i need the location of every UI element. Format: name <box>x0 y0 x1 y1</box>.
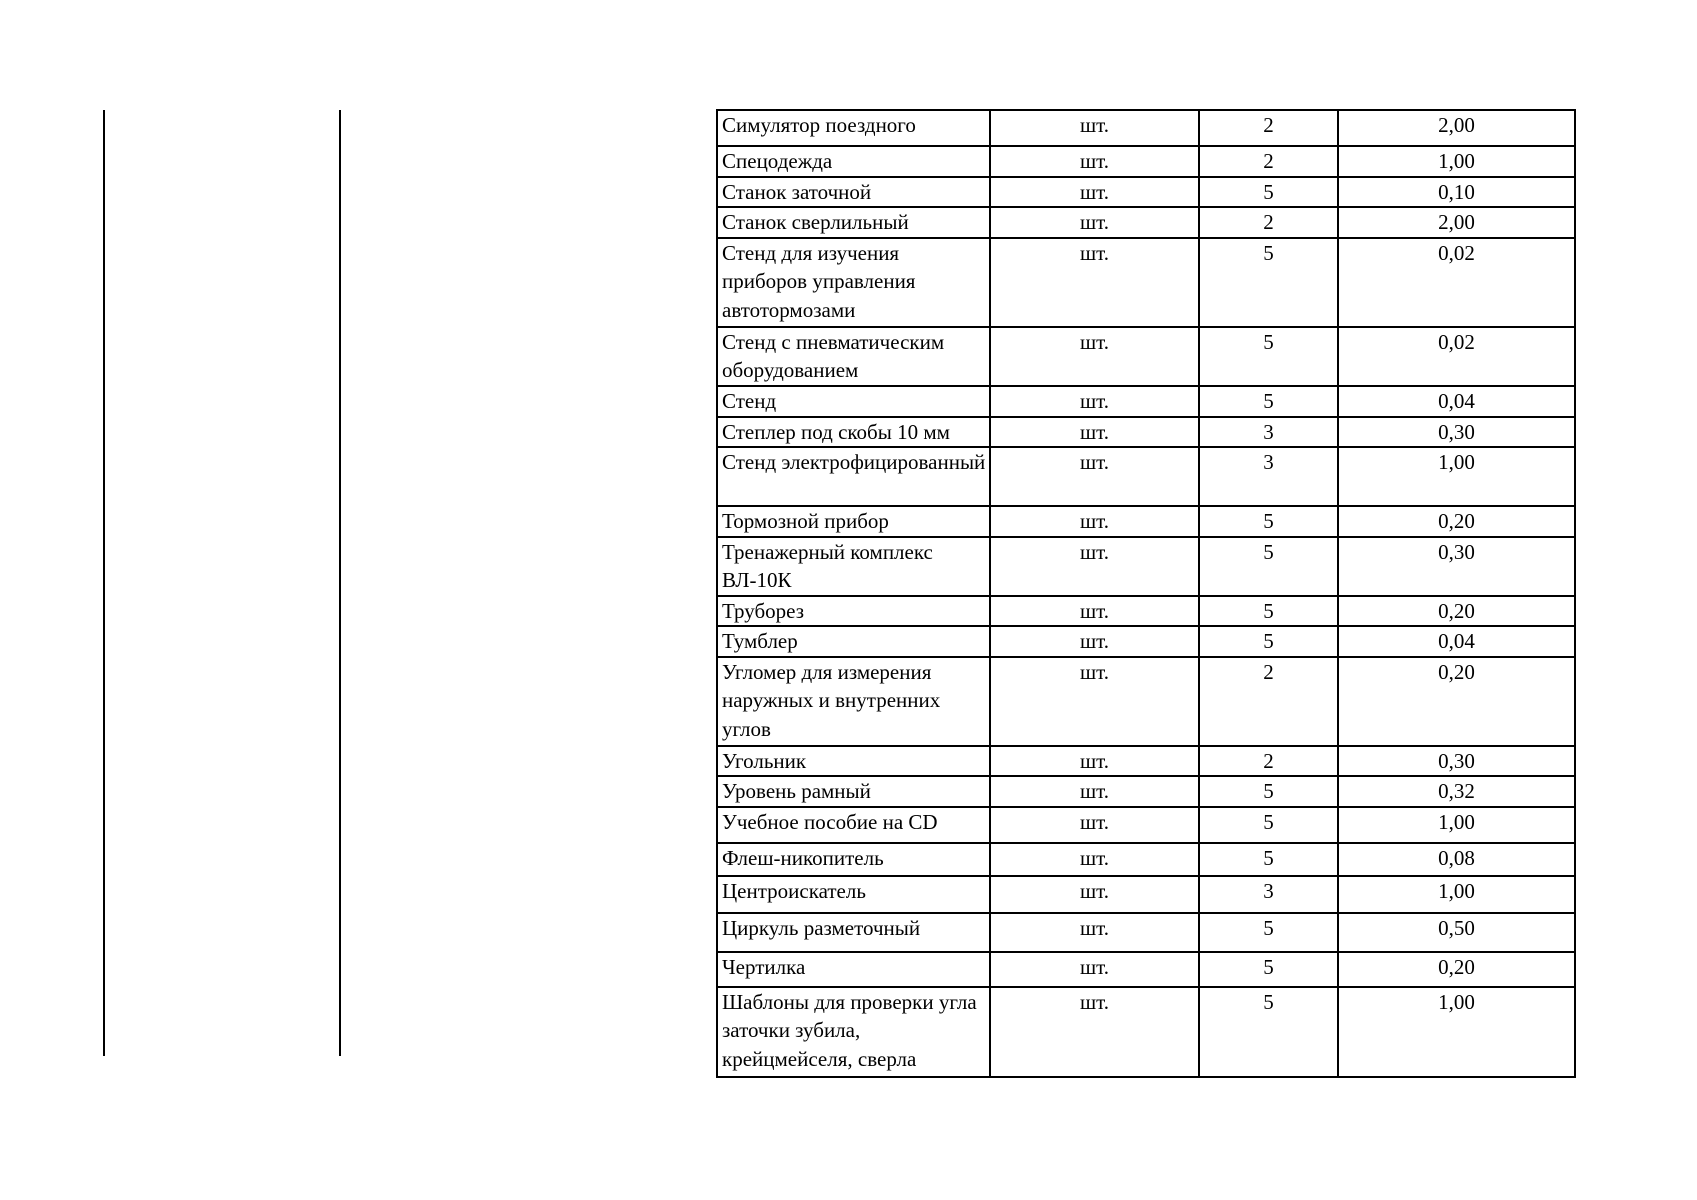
item-quantity: 2 <box>1199 146 1338 177</box>
item-quantity: 3 <box>1199 447 1338 506</box>
equipment-table <box>716 109 1576 1078</box>
item-quantity: 3 <box>1199 876 1338 913</box>
item-unit: шт. <box>990 843 1199 876</box>
table-row <box>717 876 1575 913</box>
item-unit: шт. <box>990 596 1199 627</box>
item-name: Чертилка <box>717 952 990 987</box>
table-row <box>717 952 1575 987</box>
item-value: 0,20 <box>1338 506 1575 537</box>
item-name: Станок заточной <box>717 177 990 208</box>
item-value: 1,00 <box>1338 807 1575 843</box>
item-name: Шаблоны для проверки угла заточки зубила, крейцмейселя, сверла <box>717 987 990 1077</box>
item-unit: шт. <box>990 146 1199 177</box>
item-quantity: 5 <box>1199 506 1338 537</box>
item-name: Спецодежда <box>717 146 990 177</box>
table-row <box>717 746 1575 777</box>
table-row <box>717 987 1575 1077</box>
item-unit: шт. <box>990 447 1199 506</box>
table-row <box>717 207 1575 238</box>
item-name: Тумблер <box>717 626 990 657</box>
item-unit: шт. <box>990 327 1199 386</box>
item-name: Флеш-никопитель <box>717 843 990 876</box>
item-name: Степлер под скобы 10 мм <box>717 417 990 448</box>
table-row <box>717 146 1575 177</box>
item-unit: шт. <box>990 177 1199 208</box>
item-quantity: 2 <box>1199 110 1338 146</box>
item-quantity: 5 <box>1199 807 1338 843</box>
item-unit: шт. <box>990 537 1199 596</box>
table-row <box>717 626 1575 657</box>
item-quantity: 5 <box>1199 913 1338 952</box>
item-unit: шт. <box>990 207 1199 238</box>
item-unit: шт. <box>990 987 1199 1077</box>
item-value: 0,08 <box>1338 843 1575 876</box>
item-name: Учебное пособие на CD <box>717 807 990 843</box>
item-quantity: 5 <box>1199 327 1338 386</box>
equipment-table-body <box>717 110 1575 1077</box>
item-quantity: 2 <box>1199 657 1338 746</box>
table-row <box>717 537 1575 596</box>
item-value: 1,00 <box>1338 146 1575 177</box>
item-quantity: 5 <box>1199 596 1338 627</box>
item-value: 0,10 <box>1338 177 1575 208</box>
table-row <box>717 386 1575 417</box>
table-row <box>717 807 1575 843</box>
item-name: Угломер для измерения наружных и внутренних углов <box>717 657 990 746</box>
item-unit: шт. <box>990 506 1199 537</box>
item-name: Стенд электрофицированный <box>717 447 990 506</box>
item-unit: шт. <box>990 913 1199 952</box>
left-column-border <box>103 110 105 1056</box>
middle-column-border <box>339 110 341 1056</box>
item-value: 2,00 <box>1338 110 1575 146</box>
item-quantity: 5 <box>1199 952 1338 987</box>
item-value: 0,30 <box>1338 417 1575 448</box>
item-quantity: 5 <box>1199 843 1338 876</box>
item-name: Тренажерный комплекс ВЛ-10К <box>717 537 990 596</box>
item-name: Тормозной прибор <box>717 506 990 537</box>
item-quantity: 5 <box>1199 626 1338 657</box>
item-value: 0,20 <box>1338 952 1575 987</box>
item-name: Стенд для изучения приборов управления автотормозами <box>717 238 990 327</box>
table-row <box>717 327 1575 386</box>
table-row <box>717 843 1575 876</box>
item-value: 1,00 <box>1338 876 1575 913</box>
item-value: 0,50 <box>1338 913 1575 952</box>
item-name: Труборез <box>717 596 990 627</box>
item-value: 0,30 <box>1338 746 1575 777</box>
item-value: 2,00 <box>1338 207 1575 238</box>
item-value: 0,02 <box>1338 327 1575 386</box>
item-unit: шт. <box>990 238 1199 327</box>
table-row <box>717 506 1575 537</box>
item-unit: шт. <box>990 876 1199 913</box>
table-row <box>717 776 1575 807</box>
item-value: 0,20 <box>1338 657 1575 746</box>
item-value: 1,00 <box>1338 447 1575 506</box>
item-value: 0,04 <box>1338 386 1575 417</box>
item-quantity: 5 <box>1199 776 1338 807</box>
table-row <box>717 177 1575 208</box>
item-unit: шт. <box>990 776 1199 807</box>
item-name: Стенд с пневматическим оборудованием <box>717 327 990 386</box>
item-value: 0,30 <box>1338 537 1575 596</box>
item-name: Циркуль разметочный <box>717 913 990 952</box>
table-row <box>717 447 1575 506</box>
item-quantity: 5 <box>1199 987 1338 1077</box>
item-quantity: 3 <box>1199 417 1338 448</box>
item-unit: шт. <box>990 417 1199 448</box>
item-unit: шт. <box>990 626 1199 657</box>
item-value: 0,02 <box>1338 238 1575 327</box>
item-quantity: 2 <box>1199 207 1338 238</box>
item-unit: шт. <box>990 807 1199 843</box>
table-row <box>717 238 1575 327</box>
item-value: 1,00 <box>1338 987 1575 1077</box>
item-quantity: 5 <box>1199 177 1338 208</box>
item-name: Центроискатель <box>717 876 990 913</box>
item-quantity: 5 <box>1199 386 1338 417</box>
table-row <box>717 913 1575 952</box>
item-quantity: 2 <box>1199 746 1338 777</box>
item-unit: шт. <box>990 952 1199 987</box>
item-name: Станок сверлильный <box>717 207 990 238</box>
item-value: 0,04 <box>1338 626 1575 657</box>
item-unit: шт. <box>990 110 1199 146</box>
table-row <box>717 110 1575 146</box>
item-name: Угольник <box>717 746 990 777</box>
item-quantity: 5 <box>1199 238 1338 327</box>
item-name: Уровень рамный <box>717 776 990 807</box>
item-value: 0,32 <box>1338 776 1575 807</box>
item-value: 0,20 <box>1338 596 1575 627</box>
item-unit: шт. <box>990 386 1199 417</box>
item-quantity: 5 <box>1199 537 1338 596</box>
item-name: Симулятор поездного <box>717 110 990 146</box>
item-name: Стенд <box>717 386 990 417</box>
item-unit: шт. <box>990 657 1199 746</box>
item-unit: шт. <box>990 746 1199 777</box>
table-row <box>717 657 1575 746</box>
table-row <box>717 417 1575 448</box>
table-row <box>717 596 1575 627</box>
